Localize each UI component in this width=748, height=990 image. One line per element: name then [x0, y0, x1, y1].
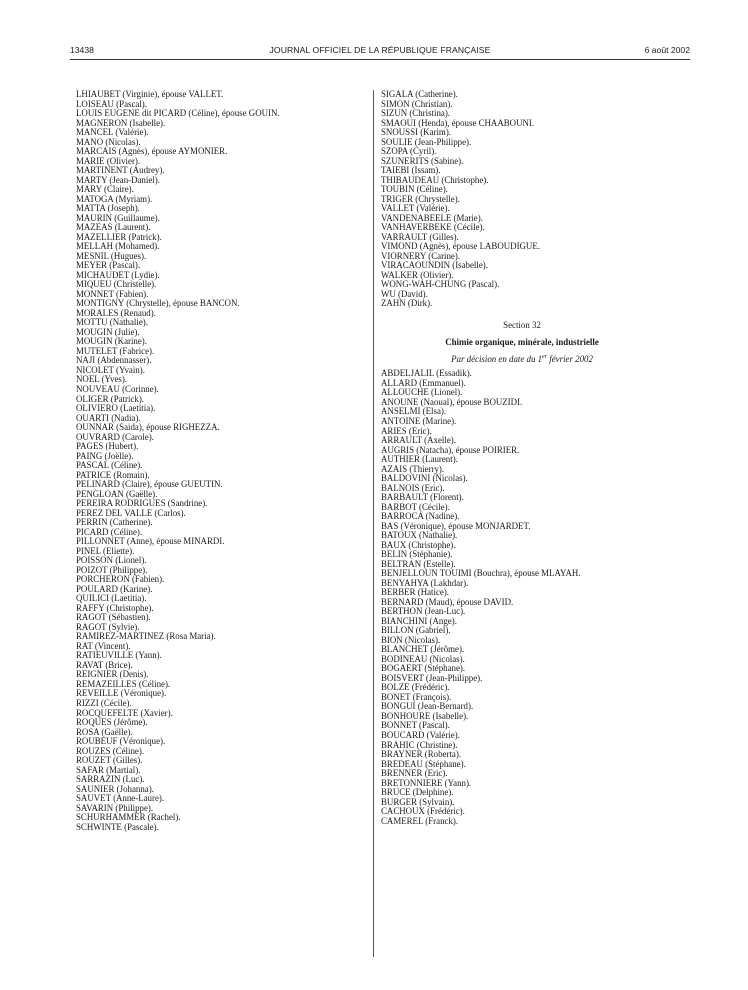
- decision-line: [381, 355, 663, 365]
- list-item: VANHAVERBEKE (Cécile).: [381, 222, 485, 233]
- list-item: WONG-WAH-CHUNG (Pascal).: [381, 279, 500, 290]
- list-item: MAZELLIER (Patrick).: [76, 231, 162, 242]
- list-item: RIZZI (Cécile).: [76, 698, 132, 708]
- list-item: SOULIE (Jean-Philippe).: [381, 136, 472, 147]
- list-item: BARROCA (Nadine).: [381, 511, 460, 522]
- list-item: RAT (Vincent).: [76, 640, 131, 651]
- list-item: RAFFY (Christophe).: [76, 602, 154, 613]
- list-item: SCHURHAMMER (Rachel).: [76, 812, 181, 823]
- list-item: MARY (Claire).: [76, 184, 134, 195]
- list-item: MAURIN (Guillaume).: [76, 212, 160, 223]
- list-item: SZUNERITS (Sabine).: [381, 155, 464, 166]
- page-header: [70, 45, 690, 59]
- list-item: BELIN (Stéphanie).: [381, 549, 453, 560]
- list-item: POIZOT (Philippe).: [76, 564, 148, 575]
- list-item: BOISVERT (Jean-Philippe).: [381, 672, 483, 683]
- list-item: SIMON (Christian).: [381, 98, 453, 109]
- list-item: BOGAERT (Stéphane).: [381, 663, 466, 674]
- list-item: ANOUNE (Naoual), épouse BOUZIDI.: [381, 396, 523, 407]
- list-item: VALLET (Valérie).: [381, 203, 450, 214]
- list-item: PENGLOAN (Gaëlle).: [76, 488, 158, 499]
- list-item: SAUVET (Anne-Laure).: [76, 793, 165, 804]
- list-item: TRIGER (Chrystelle).: [381, 193, 460, 204]
- list-item: BAUX (Christophe).: [381, 539, 456, 550]
- list-item: ROCQUEFELTE (Xavier).: [76, 707, 173, 718]
- name-list-top: [381, 90, 681, 309]
- list-item: MANCEL (Valérie).: [76, 127, 149, 138]
- list-item: MARTINENT (Audrey).: [76, 165, 165, 176]
- list-item: WU (David).: [381, 288, 428, 299]
- list-item: MOUGIN (Julie).: [76, 326, 140, 337]
- list-item: THIBAUDEAU (Christophe).: [381, 174, 489, 185]
- header-rule: [70, 59, 690, 60]
- list-item: NOUVEAU (Corinne).: [76, 383, 159, 394]
- list-item: RAMIREZ-MARTINEZ (Rosa Maria).: [76, 631, 216, 642]
- list-item: BRAYNER (Roberta).: [381, 749, 462, 760]
- list-item: REMAZEILLES (Céline).: [76, 678, 171, 689]
- list-item: SAVARIN (Philippe).: [76, 802, 154, 813]
- list-item: MAGNERON (Isabelle).: [76, 117, 166, 128]
- list-item: SZOPA (Cyril).: [381, 146, 437, 157]
- list-item: PEREIRA RODRIGUES (Sandrine).: [76, 498, 208, 509]
- list-item: BRENNER (Eric).: [381, 768, 448, 779]
- list-item: VANDENABEELE (Marie).: [381, 212, 483, 223]
- list-item: QUILICI (Laetitia).: [76, 593, 147, 604]
- list-item: MICHAUDET (Lydie).: [76, 269, 160, 280]
- list-item: BARBOT (Cécile).: [381, 501, 450, 512]
- list-item: LOISEAU (Pascal).: [76, 98, 147, 109]
- list-item: PILLONNET (Anne), épouse MINARDI.: [76, 536, 225, 547]
- list-item: BELTRAN (Estelle).: [381, 558, 456, 569]
- list-item: PICARD (Céline).: [76, 526, 143, 537]
- list-item: MOTTU (Nathalie).: [76, 317, 148, 328]
- list-item: TAIEBI (Issam).: [381, 165, 441, 176]
- page-number: 13438: [70, 45, 94, 55]
- list-item: ROUZET (Gilles).: [76, 755, 143, 766]
- list-item: OLIGER (Patrick).: [76, 393, 145, 404]
- list-item: OUNNAR (Saida), épouse RIGHEZZA.: [76, 422, 220, 433]
- list-item: RAGOT (Sébastien).: [76, 612, 151, 623]
- list-item: BREDEAU (Stéphane).: [381, 758, 466, 769]
- list-item: VARRAULT (Gilles).: [381, 231, 459, 242]
- list-item: BALNOIS (Eric).: [381, 482, 445, 493]
- list-item: MANO (Nicolas).: [76, 136, 141, 147]
- list-item: ARIES (Eric).: [381, 425, 432, 436]
- list-item: ROSA (Gaëlle).: [76, 726, 133, 737]
- section-heading: [381, 321, 663, 365]
- list-item: REVEILLE (Véronique).: [76, 688, 167, 699]
- list-item: MONNET (Fabien).: [76, 288, 149, 299]
- list-item: BALDOVINI (Nicolas).: [381, 473, 468, 484]
- list-item: PAING (Joëlle).: [76, 450, 134, 461]
- list-item: PORCHERON (Fabien).: [76, 574, 165, 585]
- list-item: CACHOUX (Frédéric).: [381, 806, 465, 817]
- list-item: SNOUSSI (Karim).: [381, 127, 452, 138]
- list-item: CAMEREL (Franck).: [381, 815, 459, 826]
- list-item: MOUGIN (Karine).: [76, 336, 147, 347]
- list-item: MATTA (Joseph).: [76, 203, 140, 214]
- journal-title: JOURNAL OFFICIEL DE LA RÉPUBLIQUE FRANÇAISE: [269, 45, 491, 55]
- list-item: BONGUI (Jean-Bernard).: [381, 701, 474, 712]
- list-item: SIZUN (Christina).: [381, 108, 451, 119]
- list-item: BENYAHYA (Lakhdar).: [381, 577, 469, 588]
- issue-date: 6 août 2002: [644, 45, 690, 55]
- list-item: BATOUX (Nathalie).: [381, 530, 458, 541]
- list-item: ABDELJALIL (Essadik).: [381, 368, 472, 379]
- list-item: RAVAT (Brice).: [76, 659, 133, 670]
- list-item: AZAIS (Thierry).: [381, 463, 445, 474]
- decision-prefix: Par décision en date du 1: [451, 353, 543, 364]
- list-item: PINEL (Eliette).: [76, 545, 135, 556]
- list-item: MATOGA (Myriam).: [76, 193, 153, 204]
- decision-sup: er: [542, 353, 548, 360]
- list-item: ANSELMI (Elsa).: [381, 406, 447, 417]
- right-column: [381, 90, 681, 826]
- list-item: BIANCHINI (Ange).: [381, 615, 457, 626]
- list-item: POULARD (Karine).: [76, 583, 153, 594]
- list-item: BERBER (Hatice).: [381, 587, 450, 598]
- name-list-bottom: [381, 369, 681, 826]
- list-item: MUTELET (Fabrice).: [76, 345, 155, 356]
- list-item: BRUCE (Delphine).: [381, 787, 454, 798]
- list-item: BURGER (Sylvain).: [381, 796, 455, 807]
- decision-suffix: février 2002: [547, 353, 593, 364]
- section-number: Section 32: [503, 319, 541, 330]
- list-item: PELINARD (Claire), épouse GUEUTIN.: [76, 479, 223, 490]
- list-item: BERTHON (Jean-Luc).: [381, 606, 466, 617]
- list-item: SAUNIER (Johanna).: [76, 783, 154, 794]
- list-item: RATIEUVILLE (Yann).: [76, 650, 162, 661]
- list-item: MONTIGNY (Chrystelle), épouse BANCON.: [76, 298, 240, 309]
- left-column: [76, 90, 366, 832]
- list-item: VIORNERY (Carine).: [381, 250, 461, 261]
- list-item: NICOLET (Yvain).: [76, 364, 145, 375]
- list-item: BODINEAU (Nicolas).: [381, 653, 465, 664]
- list-item: ZAHN (Dirk).: [381, 298, 433, 309]
- list-item: POISSON (Lionel).: [76, 555, 147, 566]
- list-item: SAFAR (Martial).: [76, 764, 141, 775]
- list-item: ARRAULT (Axelle).: [381, 435, 456, 446]
- list-item: BONET (François).: [381, 691, 452, 702]
- list-item: NOEL (Yves).: [76, 374, 128, 385]
- list-item: OLIVIERO (Laetitia).: [76, 403, 156, 414]
- list-item: OUARTI (Nadia).: [76, 412, 141, 423]
- list-item: VIMOND (Agnès), épouse LABOUDIGUE.: [381, 241, 540, 252]
- list-item: LHIAUBET (Virginie), épouse VALLET.: [76, 89, 224, 99]
- list-item: ROQUES (Jérôme).: [76, 717, 148, 728]
- list-item: MARCAIS (Agnès), épouse AYMONIER.: [76, 146, 228, 157]
- list-item: SIGALA (Catherine).: [381, 89, 458, 99]
- section-title: Chimie organique, minérale, industrielle: [445, 337, 599, 348]
- list-item: SARRAZIN (Luc).: [76, 774, 145, 785]
- list-item: REIGNIER (Denis).: [76, 669, 149, 680]
- list-item: PAGES (Hubert).: [76, 441, 139, 452]
- list-item: ROUBEUF (Véronique).: [76, 736, 166, 747]
- list-item: BERNARD (Maud), épouse DAVID.: [381, 596, 514, 607]
- list-item: MARIE (Olivier).: [76, 155, 141, 166]
- list-item: PASCAL (Céline).: [76, 460, 143, 471]
- list-item: PERRIN (Catherine).: [76, 517, 153, 528]
- list-item: BION (Nicolas).: [381, 634, 441, 645]
- list-item: ROUZES (Céline).: [76, 745, 145, 756]
- list-item: BOLZE (Frédéric).: [381, 682, 450, 693]
- list-item: TOUBIN (Céline).: [381, 184, 448, 195]
- list-item: RAGOT (Sylvie).: [76, 621, 140, 632]
- list-item: MESNIL (Hugues).: [76, 250, 147, 261]
- list-item: MAZEAS (Laurent).: [76, 222, 151, 233]
- list-item: MARTY (Jean-Daniel).: [76, 174, 160, 185]
- list-item: SMAOUI (Henda), épouse CHAABOUNI.: [381, 117, 535, 128]
- list-item: BILLON (Gabriel).: [381, 625, 451, 636]
- list-item: ALLARD (Emmanuel).: [381, 377, 466, 388]
- list-item: PATRICE (Romain).: [76, 469, 150, 480]
- list-item: WALKER (Olivier).: [381, 269, 454, 280]
- list-item: LOUIS EUGENE dit PICARD (Céline), épouse GOUIN.: [76, 108, 280, 119]
- list-item: BARBAULT (Florent).: [381, 492, 464, 503]
- list-item: BONHOURE (Isabelle).: [381, 710, 469, 721]
- list-item: BLANCHET (Jérôme).: [381, 644, 465, 655]
- column-divider: [373, 90, 374, 957]
- list-item: AUGRIS (Natacha), épouse POIRIER.: [381, 444, 520, 455]
- list-item: BENJELLOUN TOUIMI (Bouchra), épouse MLAYAH.: [381, 568, 581, 579]
- list-item: BONNET (Pascal).: [381, 720, 450, 731]
- list-item: MEYER (Pascal).: [76, 260, 141, 271]
- list-item: SCHWINTE (Pascale).: [76, 821, 159, 832]
- list-item: ALLOUCHE (Lionel).: [381, 387, 463, 398]
- list-item: ANTOINE (Marine).: [381, 415, 457, 426]
- list-item: AUTHIER (Laurent).: [381, 454, 458, 465]
- list-item: PEREZ DEL VALLE (Carlos).: [76, 507, 186, 518]
- list-item: OUVRARD (Carole).: [76, 431, 154, 442]
- list-item: MIQUEU (Christelle).: [76, 279, 157, 290]
- list-item: MORALES (Renaud).: [76, 307, 156, 318]
- list-item: BRAHIC (Christine).: [381, 739, 458, 750]
- list-item: NAJI (Abdennasser).: [76, 355, 152, 366]
- list-item: BOUCARD (Valérie).: [381, 730, 460, 740]
- list-item: VIRACAOUNDIN (Isabelle).: [381, 260, 488, 271]
- list-item: BAS (Véronique), épouse MONJARDET.: [381, 520, 531, 531]
- list-item: MELLAH (Mohamed).: [76, 241, 160, 252]
- list-item: BRETONNIERE (Yann).: [381, 777, 472, 788]
